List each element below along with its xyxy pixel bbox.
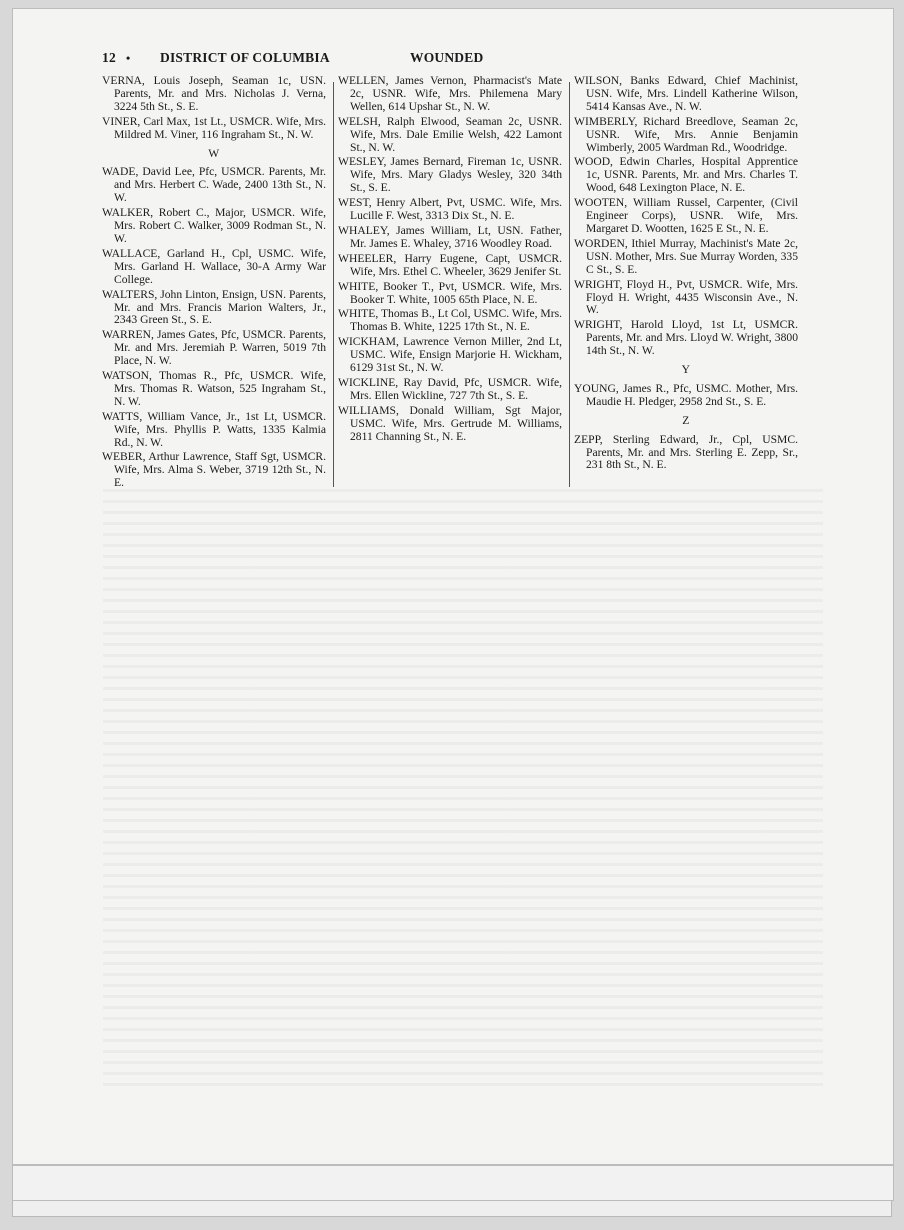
page-number: 12: [102, 50, 116, 65]
page-header: [102, 50, 802, 70]
casualty-entry: WORDEN, Ithiel Murray, Machinist's Mate 2c, USN. Mother, Mrs. Sue Murray Worden, 335 C St., S. E.: [574, 236, 798, 276]
header-bullet: •: [126, 51, 131, 65]
casualty-entry: YOUNG, James R., Pfc, USMC. Mother, Mrs. Maudie H. Pledger, 2958 2nd St., S. E.: [574, 381, 798, 408]
casualty-entry: WIMBERLY, Richard Breedlove, Seaman 2c, USNR. Wife, Mrs. Annie Benjamin Wimberly, 2005 Wardman Rd., Woodridge.: [574, 114, 798, 154]
column-rule: [333, 82, 334, 487]
casualty-entry: WICKHAM, Lawrence Vernon Miller, 2nd Lt, USMC. Wife, Ensign Marjorie H. Wickham, 6129 31st St., N. W.: [338, 335, 562, 375]
page-title: DISTRICT OF COLUMBIA: [160, 50, 330, 65]
casualty-entry: WALLACE, Garland H., Cpl, USMC. Wife, Mrs. Garland H. Wallace, 30-A Army War College.: [102, 246, 326, 286]
casualty-entry: WILSON, Banks Edward, Chief Machinist, USN. Wife, Mrs. Lindell Katherine Wilson, 5414 Kansas Ave., N. W.: [574, 74, 798, 113]
casualty-entry: ZEPP, Sterling Edward, Jr., Cpl, USMC. Parents, Mr. and Mrs. Sterling E. Zepp, Sr., 231 8th St., N. E.: [574, 432, 798, 472]
casualty-entry: WEBER, Arthur Lawrence, Staff Sgt, USMCR. Wife, Mrs. Alma S. Weber, 3719 12th St., N. E.: [102, 450, 326, 490]
casualty-entry: WHALEY, James William, Lt, USN. Father, Mr. James E. Whaley, 3716 Woodley Road.: [338, 223, 562, 250]
casualty-entry: WHITE, Thomas B., Lt Col, USMC. Wife, Mrs. Thomas B. White, 1225 17th St., N. E.: [338, 307, 562, 334]
section-title: WOUNDED: [410, 50, 484, 65]
alphabet-heading: Z: [682, 413, 690, 427]
casualty-entry: WHEELER, Harry Eugene, Capt, USMCR. Wife, Mrs. Ethel C. Wheeler, 3629 Jenifer St.: [338, 251, 562, 278]
casualty-entry: WELSH, Ralph Elwood, Seaman 2c, USNR. Wife, Mrs. Dale Emilie Welsh, 422 Lamont St., N. W.: [338, 114, 562, 154]
casualty-entry: WOOD, Edwin Charles, Hospital Apprentice 1c, USNR. Parents, Mr. and Mrs. Charles T. Wood, 648 Lexington Place, N. E.: [574, 155, 798, 195]
casualty-entry: WOOTEN, William Russel, Carpenter, (Civil Engineer Corps), USNR. Wife, Mrs. Margaret D. Wootten, 1625 E St., N. E.: [574, 196, 798, 235]
casualty-entry: VERNA, Louis Joseph, Seaman 1c, USN. Parents, Mr. and Mrs. Nicholas J. Verna, 3224 5th St., S. E.: [102, 74, 326, 113]
casualty-entry: VINER, Carl Max, 1st Lt., USMCR. Wife, Mrs. Mildred M. Viner, 116 Ingraham St., N. W.: [102, 114, 326, 141]
casualty-entry: WILLIAMS, Donald William, Sgt Major, USMC. Wife, Mrs. Gertrude M. Williams, 2811 Channing St., N. E.: [338, 403, 562, 443]
underlying-sheet: [12, 1165, 894, 1201]
casualty-entry: WEST, Henry Albert, Pvt, USMC. Wife, Mrs. Lucille F. West, 3313 Dix St., N. E.: [338, 196, 562, 223]
casualty-entry: WATSON, Thomas R., Pfc, USMCR. Wife, Mrs. Thomas R. Watson, 525 Ingraham St., N. W.: [102, 369, 326, 408]
alphabet-heading: W: [208, 146, 220, 160]
casualty-entry: WATTS, William Vance, Jr., 1st Lt, USMCR. Wife, Mrs. Phyllis P. Watts, 1335 Kalmia Rd., N. W.: [102, 409, 326, 449]
casualty-entry: WRIGHT, Floyd H., Pvt, USMCR. Wife, Mrs. Floyd H. Wright, 4435 Wisconsin Ave., N. W.: [574, 277, 798, 317]
column-1: [102, 75, 326, 492]
casualty-entry: WICKLINE, Ray David, Pfc, USMCR. Wife, Mrs. Ellen Wickline, 727 7th St., S. E.: [338, 375, 562, 402]
bleed-through-text: [103, 489, 823, 1089]
casualty-entry: WRIGHT, Harold Lloyd, 1st Lt, USMCR. Parents, Mr. and Mrs. Lloyd W. Wright, 3800 14th St., N. W.: [574, 318, 798, 358]
alphabet-heading: Y: [681, 363, 691, 377]
column-3: [574, 75, 798, 474]
column-2: [338, 75, 562, 445]
casualty-entry: WARREN, James Gates, Pfc, USMCR. Parents, Mr. and Mrs. Jeremiah P. Warren, 5019 7th Place, N. W.: [102, 328, 326, 368]
casualty-entry: WALTERS, John Linton, Ensign, USN. Parents, Mr. and Mrs. Francis Marion Walters, Jr., 2343 Green St., S. E.: [102, 287, 326, 327]
casualty-entry: WESLEY, James Bernard, Fireman 1c, USNR. Wife, Mrs. Mary Gladys Wesley, 320 34th St., S. E.: [338, 155, 562, 195]
casualty-entry: WADE, David Lee, Pfc, USMCR. Parents, Mr. and Mrs. Herbert C. Wade, 2400 13th St., N. W.: [102, 165, 326, 205]
casualty-entry: WALKER, Robert C., Major, USMCR. Wife, Mrs. Robert C. Walker, 3009 Rodman St., N. W.: [102, 206, 326, 245]
column-rule: [569, 82, 570, 487]
casualty-entry: WELLEN, James Vernon, Pharmacist's Mate 2c, USNR. Wife, Mrs. Philemena Mary Wellen, 614 Upshar St., N. W.: [338, 74, 562, 113]
casualty-entry: WHITE, Booker T., Pvt, USMCR. Wife, Mrs. Booker T. White, 1005 65th Place, N. E.: [338, 279, 562, 306]
